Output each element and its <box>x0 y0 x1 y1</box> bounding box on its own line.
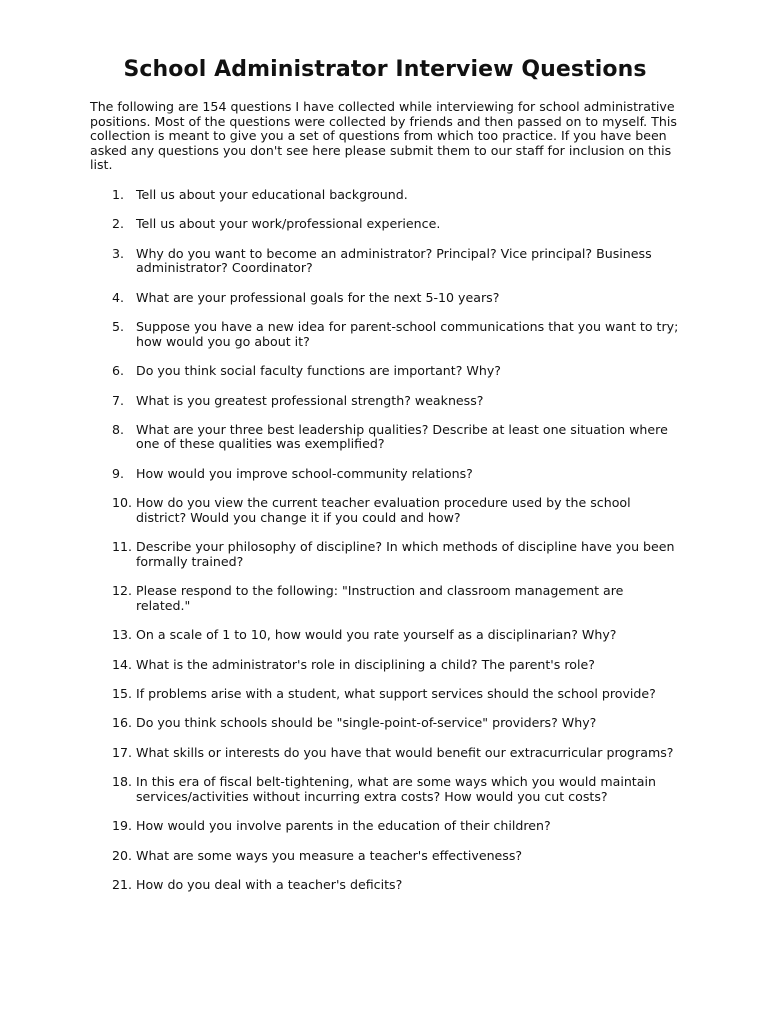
question-number-label: 12. <box>112 583 133 599</box>
list-item <box>90 849 680 864</box>
question-number <box>90 496 136 525</box>
question-number <box>90 217 136 232</box>
list-item <box>90 423 680 452</box>
question-text: Do you think social faculty functions are important? Why? <box>136 363 501 379</box>
list-item <box>90 496 680 525</box>
question-number-label: 6. <box>112 363 125 379</box>
list-item <box>90 658 680 673</box>
question-number-label: 16. <box>112 715 133 731</box>
list-item <box>90 188 680 203</box>
question-number <box>90 746 136 761</box>
question-text: Tell us about your educational background. <box>136 186 408 202</box>
list-item <box>90 217 680 232</box>
question-text: In this era of fiscal belt-tightening, what are some ways which you would maintain services/activities without incurring extra costs? How would you cut costs? <box>136 774 656 804</box>
question-number <box>90 775 136 804</box>
question-number-label: 1. <box>112 186 125 202</box>
question-number-label: 11. <box>112 539 133 555</box>
question-text: What are some ways you measure a teacher's effectiveness? <box>136 847 523 863</box>
question-number <box>90 687 136 702</box>
question-number-label: 5. <box>112 319 125 335</box>
question-number <box>90 364 136 379</box>
question-number <box>90 628 136 643</box>
question-text: How would you involve parents in the education of their children? <box>136 818 551 834</box>
question-text: How do you view the current teacher evaluation procedure used by the school district? Would you change it if you could and how? <box>136 495 631 525</box>
question-text: Suppose you have a new idea for parent-school communications that you want to try; how would you go about it? <box>136 319 679 349</box>
list-item <box>90 775 680 804</box>
question-number <box>90 188 136 203</box>
list-item <box>90 746 680 761</box>
question-text: What are your professional goals for the next 5-10 years? <box>136 289 500 305</box>
question-text: How do you deal with a teacher's deficits? <box>136 876 403 892</box>
page-title: School Administrator Interview Questions <box>123 57 647 82</box>
question-number-label: 10. <box>112 495 133 511</box>
list-item <box>90 291 680 306</box>
question-text: What is the administrator's role in disciplining a child? The parent's role? <box>136 656 595 672</box>
question-number-label: 17. <box>112 744 133 760</box>
question-number-label: 15. <box>112 686 133 701</box>
list-item <box>90 628 680 643</box>
question-text: Why do you want to become an administrator? Principal? Vice principal? Business administrator? Coordinator? <box>136 245 652 276</box>
question-text: Describe your philosophy of discipline? In which methods of discipline have you been formally trained? <box>136 539 675 569</box>
question-text: If problems arise with a student, what support services should the school provide? <box>136 686 656 701</box>
question-list <box>90 188 680 893</box>
question-number-label: 7. <box>112 392 125 408</box>
question-number-label: 8. <box>112 421 125 437</box>
question-text: How would you improve school-community relations? <box>136 465 473 481</box>
list-item <box>90 584 680 613</box>
question-number-label: 20. <box>112 847 133 863</box>
list-item <box>90 540 680 569</box>
question-text: Tell us about your work/professional experience. <box>136 216 441 232</box>
question-number <box>90 878 136 893</box>
question-text: On a scale of 1 to 10, how would you rate yourself as a disciplinarian? Why? <box>136 627 617 643</box>
question-text: Please respond to the following: "Instruction and classroom management are related." <box>136 583 624 613</box>
question-number-label: 14. <box>112 656 133 672</box>
list-item <box>90 320 680 349</box>
question-number-label: 3. <box>112 245 125 261</box>
list-item <box>90 716 680 731</box>
question-number <box>90 291 136 306</box>
question-number <box>90 540 136 569</box>
question-number-label: 21. <box>112 876 133 892</box>
question-number <box>90 467 136 482</box>
question-number <box>90 819 136 834</box>
question-number <box>90 849 136 864</box>
question-number-label: 4. <box>112 289 125 305</box>
question-number-label: 13. <box>112 627 133 643</box>
list-item <box>90 687 680 702</box>
question-number <box>90 247 136 276</box>
question-text: Do you think schools should be "single-point-of-service" providers? Why? <box>136 715 597 731</box>
question-number <box>90 394 136 409</box>
question-number-label: 19. <box>112 818 133 834</box>
question-text: What is you greatest professional strength? weakness? <box>136 392 484 408</box>
question-text: What are your three best leadership qualities? Describe at least one situation where one of these qualities was exemplified? <box>136 421 668 452</box>
list-item <box>90 247 680 276</box>
list-item <box>90 394 680 409</box>
list-item <box>90 878 680 893</box>
list-item <box>90 364 680 379</box>
question-number <box>90 716 136 731</box>
question-number-label: 2. <box>112 216 125 232</box>
list-item <box>90 467 680 482</box>
question-number <box>90 423 136 452</box>
question-number-label: 9. <box>112 465 125 481</box>
question-number <box>90 584 136 613</box>
question-text: What skills or interests do you have that would benefit our extracurricular programs? <box>136 744 674 760</box>
list-item <box>90 819 680 834</box>
question-number-label: 18. <box>112 774 133 790</box>
question-number <box>90 658 136 673</box>
question-number <box>90 320 136 349</box>
intro-paragraph: The following are 154 questions I have collected while interviewing for school administrative positions. Most of the questions were collected by friends and then passed on to myself. This collection is meant to give you a set of questions from which too practice. If you have been asked any questions you don't see here please submit them to our staff for inclusion on this list. <box>90 99 677 173</box>
